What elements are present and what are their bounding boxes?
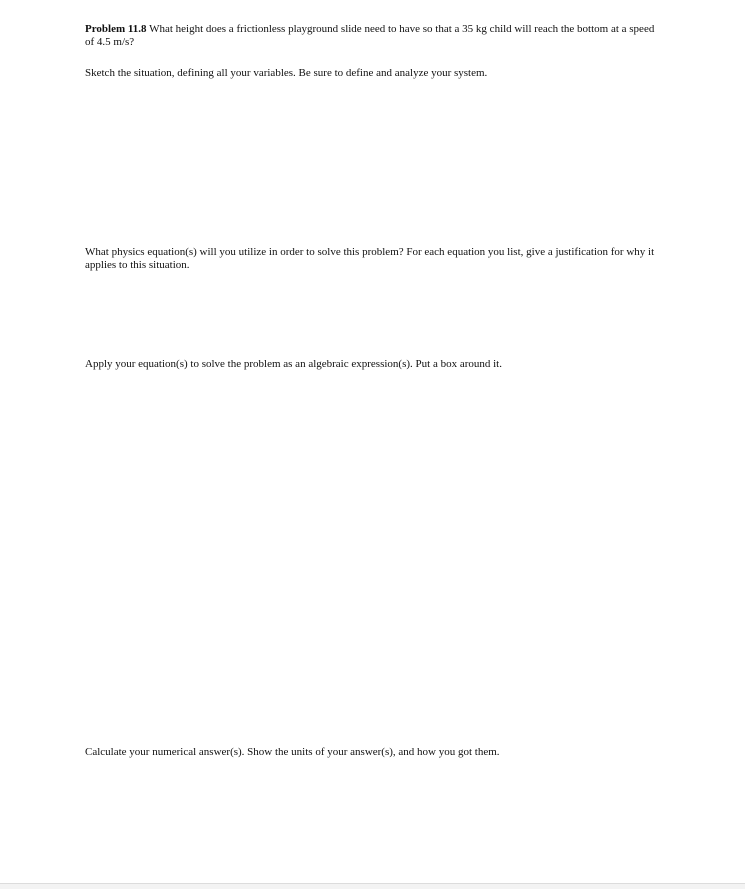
sketch-prompt: Sketch the situation, defining all your variables. Be sure to define and analyze your system.	[85, 67, 488, 79]
problem-statement	[85, 23, 665, 49]
calculate-prompt: Calculate your numerical answer(s). Show the units of your answer(s), and how you got them.	[85, 746, 500, 758]
equations-prompt: What physics equation(s) will you utilize in order to solve this problem? For each equation you list, give a justification for why it applies to this situation.	[85, 246, 655, 271]
page-bottom-edge	[0, 883, 745, 889]
apply-prompt: Apply your equation(s) to solve the problem as an algebraic expression(s). Put a box around it.	[85, 358, 502, 370]
problem-heading: Problem 11.8	[85, 23, 147, 35]
problem-text: What height does a frictionless playground slide need to have so that a 35 kg child will reach the bottom at a speed of 4.5 m/s?	[85, 23, 655, 48]
